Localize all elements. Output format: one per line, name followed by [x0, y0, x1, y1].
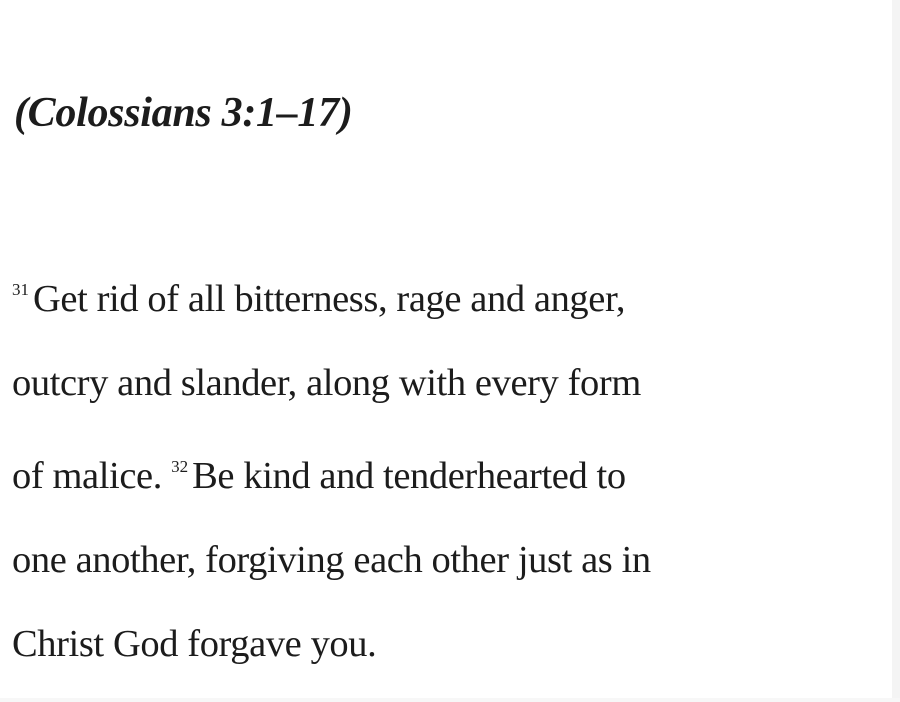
scripture-passage: [12, 248, 882, 686]
verse-number-31: 31: [12, 280, 29, 299]
passage-line-1: [12, 248, 882, 341]
passage-line-3-text-after: Be kind and tenderhearted to: [192, 455, 626, 497]
passage-line-3: [12, 425, 882, 518]
passage-line-4: one another, forgiving each other just as in: [12, 539, 651, 581]
passage-line-5: Christ God forgave you.: [12, 623, 377, 665]
passage-line-2: outcry and slander, along with every form: [12, 362, 641, 404]
passage-line-3-text-before: of malice.: [12, 455, 172, 497]
passage-line-1-text: Get rid of all bitterness, rage and anger,: [33, 278, 626, 320]
top-band: [0, 0, 900, 38]
scripture-reference-heading: (Colossians 3:1–17): [14, 90, 353, 136]
page-edge-bottom: [0, 698, 900, 702]
page-edge: [892, 0, 900, 702]
verse-number-32: 32: [171, 457, 189, 476]
